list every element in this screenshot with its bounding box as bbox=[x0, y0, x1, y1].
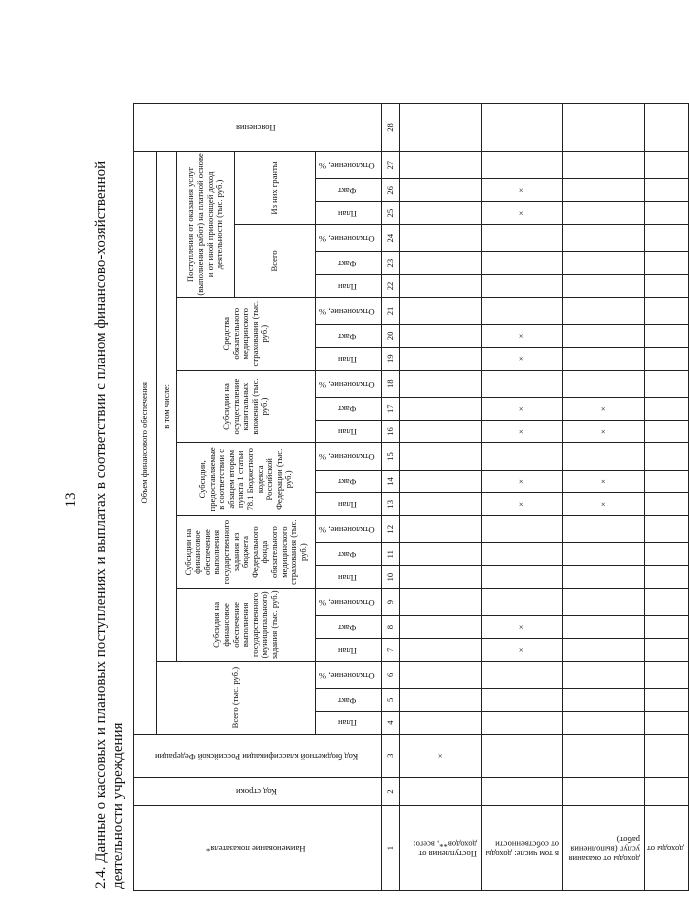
table-cell bbox=[563, 778, 645, 806]
rotated-page bbox=[55, 105, 684, 895]
row-label: доходы от оказания услуг (выполнения работ) bbox=[563, 806, 645, 891]
table-cell bbox=[400, 493, 482, 516]
table-cell bbox=[481, 104, 563, 152]
report-table bbox=[133, 103, 689, 891]
table-cell bbox=[400, 638, 482, 661]
column-number: 26 bbox=[382, 179, 400, 202]
column-number: 3 bbox=[382, 734, 400, 777]
table-cell bbox=[400, 778, 482, 806]
header-subsidy-capital: Субсидии на осуществление капитальных вложений (тыс. руб.) bbox=[177, 370, 316, 443]
table-cell bbox=[563, 543, 645, 566]
table-cell bbox=[400, 347, 482, 370]
table-cell bbox=[644, 370, 688, 397]
cross-mark: × bbox=[481, 325, 563, 348]
row-label: доходы от bbox=[644, 806, 688, 891]
table-cell bbox=[400, 397, 482, 420]
column-number: 21 bbox=[382, 297, 400, 324]
table-cell bbox=[563, 638, 645, 661]
column-number: 22 bbox=[382, 275, 400, 298]
header-plan: План bbox=[316, 493, 382, 516]
table-cell bbox=[400, 711, 482, 734]
header-financing-volume: Объем финансового обеспечения bbox=[134, 151, 157, 734]
header-of-which-grants: Из них гранты bbox=[235, 151, 316, 224]
table-cell bbox=[644, 778, 688, 806]
table-cell bbox=[563, 225, 645, 252]
column-number: 13 bbox=[382, 493, 400, 516]
table-cell bbox=[400, 688, 482, 711]
table-cell bbox=[400, 566, 482, 589]
header-including: в том числе: bbox=[157, 151, 177, 661]
header-plan: План bbox=[316, 566, 382, 589]
row-label: Поступления от доходов**, всего: bbox=[400, 806, 482, 891]
column-number: 17 bbox=[382, 397, 400, 420]
table-cell bbox=[563, 443, 645, 470]
column-number: 6 bbox=[382, 661, 400, 688]
header-subsidy-state-task: Субсидия на финансовое обеспечение выполнения государственного (муниципального) задания (тыс. руб.) bbox=[177, 588, 316, 661]
cross-mark: × bbox=[481, 347, 563, 370]
header-plan: План bbox=[316, 711, 382, 734]
table-cell bbox=[400, 151, 482, 179]
header-plan: План bbox=[316, 638, 382, 661]
table-cell bbox=[563, 202, 645, 225]
table-cell bbox=[644, 397, 688, 420]
header-budget-code: Код бюджетной классификации Российской Федерации bbox=[134, 734, 382, 777]
table-cell bbox=[400, 202, 482, 225]
table-cell bbox=[644, 443, 688, 470]
table-cell bbox=[481, 275, 563, 298]
table-cell bbox=[481, 252, 563, 275]
header-paid-services: Поступления от оказания услуг (выполнения работ) на платной основе и от иной приносящей доход деятельности (тыс. руб.) bbox=[177, 151, 235, 297]
column-numbers-row bbox=[382, 104, 400, 891]
header-fact: Факт bbox=[316, 179, 382, 202]
header-indicator: Наименование показателя* bbox=[134, 806, 382, 891]
header-fact: Факт bbox=[316, 543, 382, 566]
column-number: 11 bbox=[382, 543, 400, 566]
header-deviation: Отклонение, % bbox=[316, 443, 382, 470]
row-label: в том числе: доходы от собственности bbox=[481, 806, 563, 891]
section-title: 2.4. Данные о кассовых и плановых поступлениях и выплатах в соответствии с планом финансово-хозяйственной деятельности учреждения bbox=[93, 160, 126, 889]
cross-mark: × bbox=[563, 470, 645, 493]
column-number: 10 bbox=[382, 566, 400, 589]
cross-mark: × bbox=[563, 420, 645, 443]
header-deviation: Отклонение, % bbox=[316, 588, 382, 615]
header-fact: Факт bbox=[316, 688, 382, 711]
cross-mark: × bbox=[563, 397, 645, 420]
table-row bbox=[400, 104, 482, 891]
table-cell bbox=[481, 588, 563, 615]
cross-mark: × bbox=[481, 397, 563, 420]
column-number: 16 bbox=[382, 420, 400, 443]
table-cell bbox=[481, 297, 563, 324]
header-deviation: Отклонение, % bbox=[316, 661, 382, 688]
table-cell bbox=[644, 566, 688, 589]
table-cell bbox=[644, 661, 688, 688]
table-cell bbox=[481, 370, 563, 397]
header-plan: План bbox=[316, 202, 382, 225]
column-number: 24 bbox=[382, 225, 400, 252]
header-deviation: Отклонение, % bbox=[316, 225, 382, 252]
table-cell bbox=[563, 179, 645, 202]
table-cell bbox=[400, 179, 482, 202]
cross-mark: × bbox=[400, 734, 482, 777]
table-cell bbox=[481, 151, 563, 179]
column-number: 4 bbox=[382, 711, 400, 734]
table-cell bbox=[400, 588, 482, 615]
cross-mark: × bbox=[563, 493, 645, 516]
column-number: 18 bbox=[382, 370, 400, 397]
table-cell bbox=[400, 420, 482, 443]
table-cell bbox=[400, 543, 482, 566]
table-cell bbox=[481, 516, 563, 543]
table-cell bbox=[400, 616, 482, 639]
table-cell bbox=[644, 493, 688, 516]
table-cell bbox=[644, 275, 688, 298]
header-deviation: Отклонение, % bbox=[316, 297, 382, 324]
table-cell bbox=[563, 516, 645, 543]
table-cell bbox=[481, 543, 563, 566]
table-cell bbox=[400, 516, 482, 543]
table-cell bbox=[481, 688, 563, 711]
table-cell bbox=[644, 638, 688, 661]
table-cell bbox=[563, 325, 645, 348]
table-cell bbox=[644, 325, 688, 348]
table-cell bbox=[644, 225, 688, 252]
table-cell bbox=[644, 734, 688, 777]
table-cell bbox=[400, 325, 482, 348]
header-oms-funds: Средства обязательного медицинского страхования (тыс. руб.) bbox=[177, 297, 316, 370]
column-number: 9 bbox=[382, 588, 400, 615]
header-paid-total: Всего bbox=[235, 225, 316, 298]
column-number: 15 bbox=[382, 443, 400, 470]
table-cell bbox=[563, 734, 645, 777]
table-cell bbox=[644, 711, 688, 734]
table-cell bbox=[400, 370, 482, 397]
header-subsidy-ffoms: Субсидии на финансовое обеспечение выполнения государственного задания из бюджета Федерального фонда обязательного медицинского страхования (тыс. руб.) bbox=[177, 516, 316, 589]
header-total: Всего (тыс. руб.) bbox=[157, 661, 316, 734]
header-deviation: Отклонение, % bbox=[316, 370, 382, 397]
table-cell bbox=[563, 297, 645, 324]
header-plan: План bbox=[316, 420, 382, 443]
table-cell bbox=[644, 616, 688, 639]
cross-mark: × bbox=[481, 470, 563, 493]
table-cell bbox=[644, 179, 688, 202]
cross-mark: × bbox=[481, 179, 563, 202]
table-cell bbox=[563, 347, 645, 370]
table-cell bbox=[400, 275, 482, 298]
table-cell bbox=[644, 420, 688, 443]
table-cell bbox=[563, 566, 645, 589]
table-cell bbox=[481, 566, 563, 589]
table-cell bbox=[481, 661, 563, 688]
cross-mark: × bbox=[481, 638, 563, 661]
table-cell bbox=[563, 688, 645, 711]
table-cell bbox=[644, 347, 688, 370]
table-cell bbox=[563, 588, 645, 615]
table-cell bbox=[400, 443, 482, 470]
table-cell bbox=[563, 616, 645, 639]
column-number: 28 bbox=[382, 104, 400, 152]
table-cell bbox=[644, 104, 688, 152]
header-deviation: Отклонение, % bbox=[316, 516, 382, 543]
table-cell bbox=[400, 661, 482, 688]
table-cell bbox=[400, 252, 482, 275]
table-cell bbox=[644, 588, 688, 615]
header-fact: Факт bbox=[316, 252, 382, 275]
cross-mark: × bbox=[481, 493, 563, 516]
table-cell bbox=[481, 443, 563, 470]
table-cell bbox=[563, 711, 645, 734]
table-cell bbox=[400, 297, 482, 324]
table-cell bbox=[644, 516, 688, 543]
column-number: 1 bbox=[382, 806, 400, 891]
page-number: 13 bbox=[63, 492, 79, 508]
header-fact: Факт bbox=[316, 470, 382, 493]
table-cell bbox=[481, 711, 563, 734]
cross-mark: × bbox=[481, 616, 563, 639]
column-number: 25 bbox=[382, 202, 400, 225]
table-row bbox=[644, 104, 688, 891]
header-subsidy-78-1: Субсидии, предоставляемые в соответствии с абзацем вторым пункта 1 статьи 78.1 Бюджетного кодекса Российской Федерации (тыс. руб.) bbox=[177, 443, 316, 516]
column-number: 20 bbox=[382, 325, 400, 348]
table-cell bbox=[644, 688, 688, 711]
column-number: 27 bbox=[382, 151, 400, 179]
header-fact: Факт bbox=[316, 397, 382, 420]
table-cell bbox=[400, 104, 482, 152]
header-plan: План bbox=[316, 275, 382, 298]
table-cell bbox=[563, 151, 645, 179]
header-deviation: Отклонение, % bbox=[316, 151, 382, 179]
table-cell bbox=[563, 104, 645, 152]
cross-mark: × bbox=[481, 202, 563, 225]
table-cell bbox=[563, 661, 645, 688]
cross-mark: × bbox=[481, 420, 563, 443]
table-cell bbox=[563, 275, 645, 298]
table-cell bbox=[644, 543, 688, 566]
table-cell bbox=[563, 252, 645, 275]
column-number: 2 bbox=[382, 778, 400, 806]
table-cell bbox=[644, 151, 688, 179]
table-cell bbox=[481, 225, 563, 252]
table-cell bbox=[481, 778, 563, 806]
table-cell bbox=[400, 470, 482, 493]
header-line-code: Код строки bbox=[134, 778, 382, 806]
header-fact: Факт bbox=[316, 616, 382, 639]
table-cell bbox=[644, 252, 688, 275]
column-number: 23 bbox=[382, 252, 400, 275]
table-row bbox=[563, 104, 645, 891]
table-row bbox=[481, 104, 563, 891]
column-number: 7 bbox=[382, 638, 400, 661]
column-number: 12 bbox=[382, 516, 400, 543]
table-cell bbox=[400, 225, 482, 252]
table-cell bbox=[563, 370, 645, 397]
table-cell bbox=[644, 470, 688, 493]
header-plan: План bbox=[316, 347, 382, 370]
column-number: 5 bbox=[382, 688, 400, 711]
table-cell bbox=[481, 734, 563, 777]
column-number: 19 bbox=[382, 347, 400, 370]
header-explanation: Пояснения bbox=[134, 104, 382, 152]
column-number: 14 bbox=[382, 470, 400, 493]
header-fact: Факт bbox=[316, 325, 382, 348]
column-number: 8 bbox=[382, 616, 400, 639]
table-cell bbox=[644, 202, 688, 225]
table-cell bbox=[644, 297, 688, 324]
